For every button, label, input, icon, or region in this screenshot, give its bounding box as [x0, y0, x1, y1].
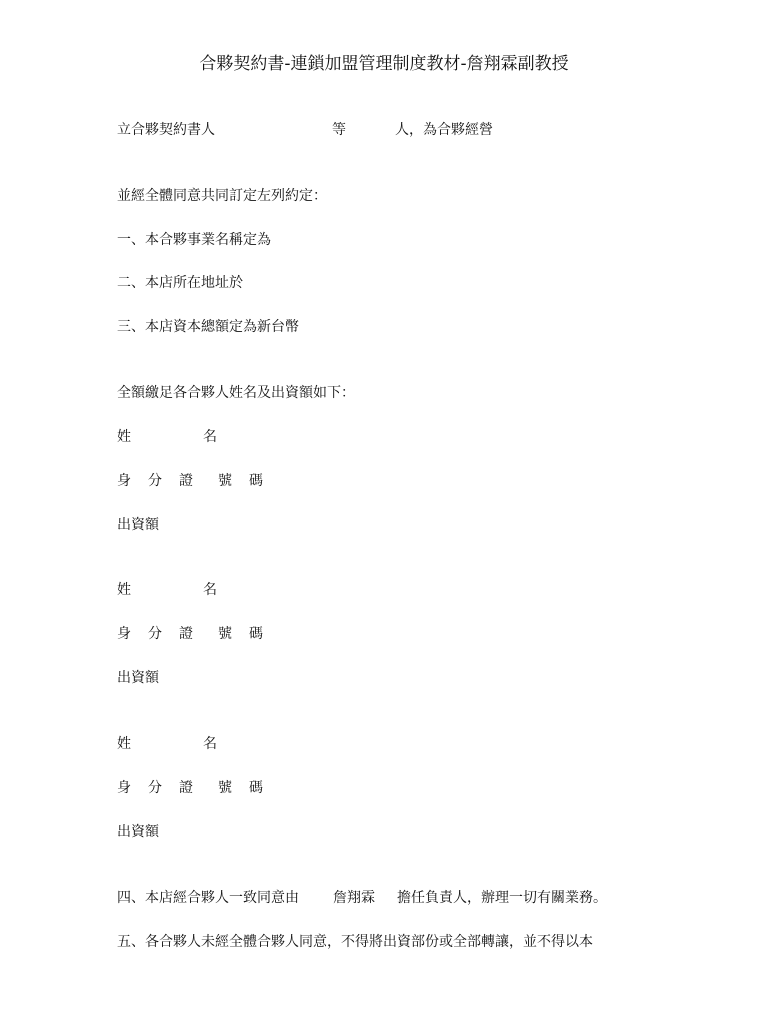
partner-1-id-label-3: 證: [179, 473, 193, 489]
partner-3-id-label-2: 分: [148, 780, 162, 796]
partner-2-name-label-2: 名: [203, 582, 217, 598]
agreement-line: 並經全體同意共同訂定左列約定：: [117, 188, 327, 204]
partner-1-name-label-1: 姓: [117, 429, 131, 445]
partner-3-id-label-5: 碼: [249, 780, 263, 796]
partner-2-amount-label: 出資額: [117, 670, 159, 686]
partner-2-id-label-4: 號: [218, 626, 232, 642]
partner-1-id-label-1: 身: [117, 473, 131, 489]
partner-3-name-label-2: 名: [203, 736, 217, 752]
intro-part2: 等: [332, 122, 346, 138]
partner-1-id-label-2: 分: [148, 473, 162, 489]
clause-1: 一、本合夥事業名稱定為: [117, 232, 271, 248]
partner-3-id-label-4: 號: [218, 780, 232, 796]
clause-4-part2: 詹翔霖: [333, 890, 375, 906]
document-title: 合夥契約書-連鎖加盟管理制度教材-詹翔霖副教授: [199, 54, 569, 74]
partner-2-id-label-1: 身: [117, 626, 131, 642]
partner-2-id-label-2: 分: [148, 626, 162, 642]
clause-2: 二、本店所在地址於: [117, 275, 243, 291]
capital-line: 全額繳足各合夥人姓名及出資額如下：: [117, 385, 355, 401]
clause-3: 三、本店資本總額定為新台幣: [117, 319, 299, 335]
partner-3-amount-label: 出資額: [117, 824, 159, 840]
clause-4-part3: 擔任負責人，辦理一切有關業務。: [397, 890, 607, 906]
clause-4-part1: 四、本店經合夥人一致同意由: [117, 890, 299, 906]
partner-2-name-label-1: 姓: [117, 582, 131, 598]
partner-3-id-label-3: 證: [179, 780, 193, 796]
partner-3-name-label-1: 姓: [117, 736, 131, 752]
partner-3-id-label-1: 身: [117, 780, 131, 796]
partner-2-id-label-5: 碼: [249, 626, 263, 642]
clause-5: 五、各合夥人未經全體合夥人同意，不得將出資部份或全部轉讓，並不得以本: [117, 934, 593, 950]
partner-2-id-label-3: 證: [179, 626, 193, 642]
partner-1-name-label-2: 名: [203, 429, 217, 445]
partner-1-id-label-5: 碼: [249, 473, 263, 489]
intro-part3: 人，為合夥經營: [395, 122, 493, 138]
partner-1-amount-label: 出資額: [117, 517, 159, 533]
partner-1-id-label-4: 號: [218, 473, 232, 489]
intro-part1: 立合夥契約書人: [117, 122, 215, 138]
